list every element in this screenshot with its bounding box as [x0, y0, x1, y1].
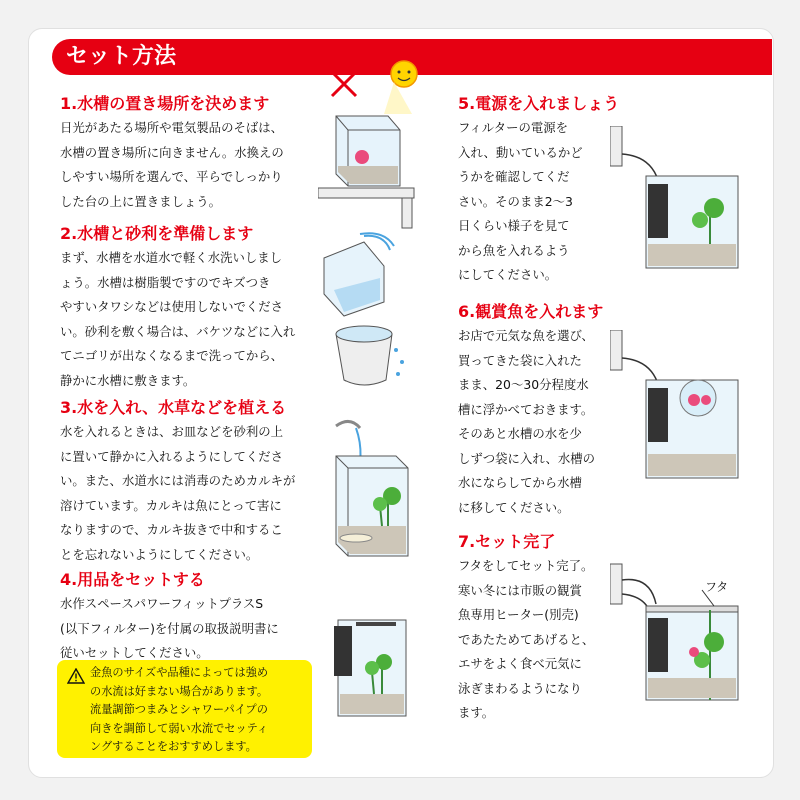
page-title: セット方法: [66, 44, 177, 69]
section-body: 水を入れるときは、お皿などを砂利の上 に置いて静かに入れるようにしてくださ い。また、水道水には消毒のためカルキが 溶けています。カルキは魚にとって害に なりますので、カルキ抜きで中和するこ とを忘れないようにしてください。: [60, 424, 296, 562]
filter-setup-illustration: [326, 606, 416, 726]
section-title: 6.観賞魚を入れます: [458, 302, 604, 321]
sun-icon: [391, 61, 417, 87]
section-title: 1.水槽の置き場所を決めます: [60, 94, 270, 113]
section-body: まず、水槽を水道水で軽く水洗いしまし ょう。水槽は樹脂製ですのでキズつき やすいタワシなどは使用しないでくださ い。砂利を敷く場合は、バケツなどに入れ てニゴリが出なくなるまで洗ってから、 静かに水槽に敷きます。: [60, 250, 296, 388]
section-title: 3.水を入れ、水草などを植える: [60, 398, 287, 417]
rinse-illustration: [314, 230, 414, 400]
add-fish-illustration: [610, 330, 750, 490]
section-body: 水作スペースパワーフィットプラスS (以下フィルター)を付属の取扱説明書に 従いセットしてください。: [60, 596, 279, 660]
section-title: 5.電源を入れましょう: [458, 94, 620, 113]
section-3: [60, 398, 295, 567]
fill-water-illustration: [316, 416, 420, 566]
section-2: [60, 224, 295, 393]
section-1: [60, 94, 284, 214]
section-title: 7.セット完了: [458, 532, 556, 551]
power-on-illustration: [610, 126, 750, 276]
prohibited-x-icon: [332, 72, 356, 96]
section-body: フタをしてセット完了。 寒い冬には市販の観賞 魚専用ヒーター(別売) であたためてあげると、 エサをよく食べ元気に 泳ぎまわるようになり ます。: [458, 558, 595, 720]
section-5: [458, 94, 619, 288]
lid-label: フタ: [705, 580, 729, 594]
tank-placement-illustration: [318, 54, 418, 234]
section-body: 日光があたる場所や電気製品のそばは、 水槽の置き場所に向きません。水換えの しやすい場所を選んで、平らでしっかり した台の上に置きましょう。: [60, 120, 284, 209]
warning-text: 金魚のサイズや品種によっては強め の水流は好まない場合があります。 流量調節つまみとシャワーパイプの 向きを調節して弱い水流でセッティ ングすることをおすすめします。: [90, 666, 269, 754]
section-title: 2.水槽と砂利を準備します: [60, 224, 254, 243]
section-body: お店で元気な魚を選び、 買ってきた袋に入れた まま、20～30分程度水 槽に浮かべておきます。 そのあと水槽の水を少 しずつ袋に入れ、水槽の 水にならしてから水槽 に移してください。: [458, 328, 596, 515]
section-4: [60, 570, 279, 666]
section-7: [458, 532, 594, 726]
section-title: 4.用品をセットする: [60, 570, 205, 589]
section-6: [458, 302, 603, 520]
section-body: フィルターの電源を 入れ、動いているかど うかを確認してくだ さい。そのまま2～3 日くらい様子を見て から魚を入れるよう にしてください。: [458, 120, 583, 282]
setup-complete-illustration: [610, 560, 750, 710]
warning-box: [57, 660, 312, 758]
warning-icon: [67, 668, 85, 684]
